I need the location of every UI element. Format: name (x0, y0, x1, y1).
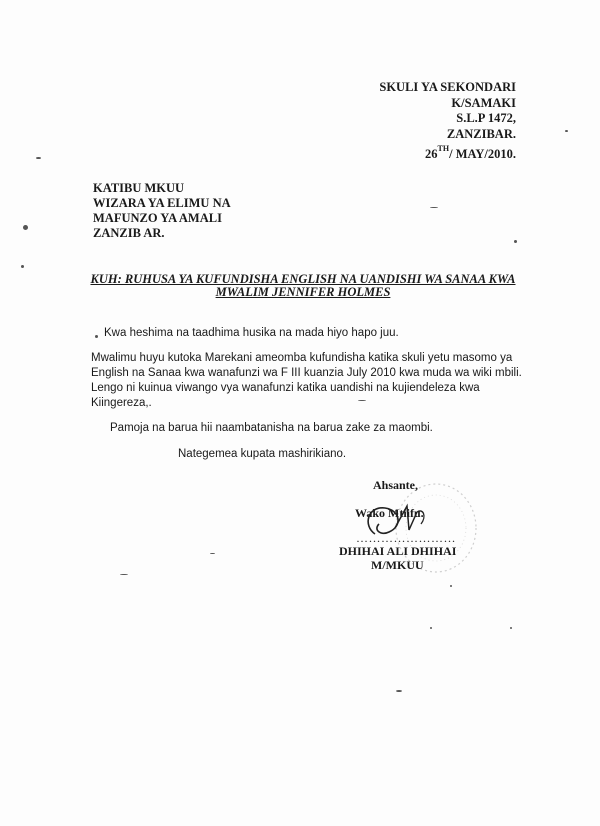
main-paragraph-line: Kiingereza,. (91, 397, 152, 409)
scan-speck (23, 225, 28, 230)
scan-speck (210, 553, 215, 554)
sender-line-location: K/SAMAKI (451, 95, 516, 110)
subject-line-1: KUH: RUHUSA YA KUFUNDISHA ENGLISH NA UANDISHI WA SANAA KWA (90, 272, 516, 286)
sender-line-po-box: S.L.P 1472, (456, 111, 516, 125)
closing-thanks: Ahsante, (373, 478, 419, 492)
subject-line-2: MWALIM JENNIFER HOLMES (215, 285, 391, 299)
recipient-line-ministry: WIZARA YA ELIMU NA (93, 196, 231, 210)
letter-date (425, 146, 516, 162)
recipient-line-department: MAFUNZO YA AMALI (93, 211, 222, 225)
date-day: 26 (425, 147, 438, 162)
scan-speck (514, 240, 517, 243)
attachment-paragraph: Pamoja na barua hii naambatanisha na barua zake za maombi. (110, 422, 433, 434)
scan-speck (450, 585, 452, 587)
scan-speck (120, 574, 128, 575)
main-paragraph-line: English na Sanaa kwa wanafunzi wa F III kuanzia July 2010 kwa muda wa wiki mbili. (91, 367, 522, 379)
closing-regards: Wako Mtiifu. (355, 506, 424, 520)
recipient-line-city: ZANZIB AR. (93, 226, 165, 240)
signature-line: …………………… (356, 531, 456, 545)
sender-line-school: SKULI YA SEKONDARI (379, 80, 516, 94)
scan-speck (565, 130, 568, 132)
letter-subject (80, 273, 526, 299)
main-paragraph-line: Mwalimu huyu kutoka Marekani ameomba kufundisha katika skuli yetu masomo ya (91, 352, 513, 364)
scan-speck (36, 157, 41, 159)
scan-speck (430, 207, 438, 208)
main-paragraph-line: Lengo ni kuinua viwango vya wanafunzi katika uandishi na kujiendeleza kwa (91, 382, 480, 394)
scan-speck (510, 627, 512, 629)
recipient-line-title: KATIBU MKUU (93, 181, 185, 195)
recipient-address (93, 181, 231, 241)
date-rest: / MAY/2010. (449, 147, 516, 162)
signatory-name: DHIHAI ALI DHIHAI (339, 544, 457, 558)
scan-speck (358, 400, 366, 401)
scan-speck (430, 627, 432, 629)
date-suffix: TH (437, 144, 450, 153)
signatory-title: M/MKUU (371, 558, 424, 572)
main-paragraph (91, 351, 522, 411)
expectation-paragraph: Nategemea kupata mashirikiano. (178, 448, 347, 460)
sender-line-city: ZANZIBAR. (446, 126, 516, 141)
scan-speck (95, 335, 98, 338)
scan-speck (21, 265, 24, 268)
scan-speck (396, 690, 402, 692)
greeting-paragraph: Kwa heshima na taadhima husika na mada hiyo hapo juu. (104, 327, 399, 339)
sender-address (379, 80, 516, 142)
